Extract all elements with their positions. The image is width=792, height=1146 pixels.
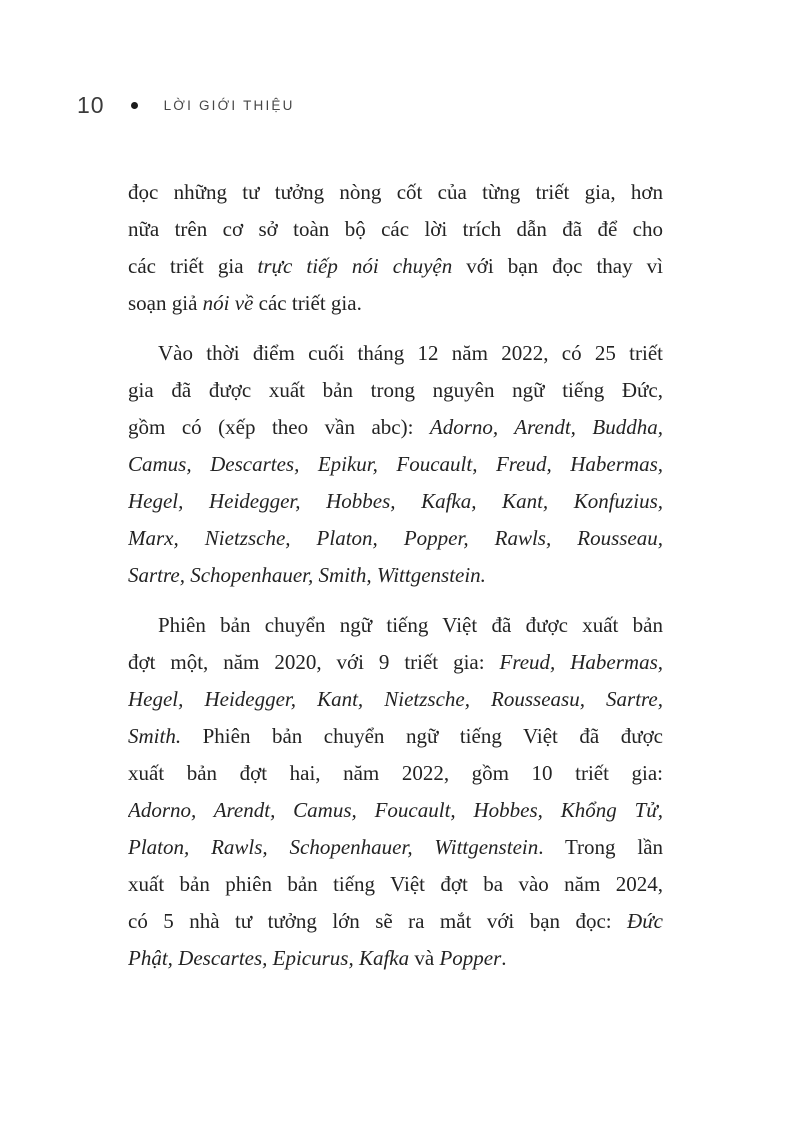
text-segment: Phiên bản chuyển ngữ tiếng Việt đã được xuất bản [158, 613, 663, 637]
italic-text-segment: Adorno, Arendt, Buddha, [429, 415, 663, 439]
text-line [128, 174, 663, 211]
text-segment: Vào thời điểm cuối tháng 12 năm 2022, có 25 triết [158, 341, 663, 365]
paragraph [128, 174, 663, 322]
italic-text-segment: Marx, Nietzsche, Platon, Popper, Rawls, Rousseau, [128, 526, 663, 550]
text-segment: xuất bản phiên bản tiếng Việt đợt ba vào năm 2024, [128, 872, 663, 896]
text-line [128, 409, 663, 446]
text-segment: soạn giả [128, 291, 203, 315]
text-segment: các triết gia. [253, 291, 362, 315]
text-segment: Phiên bản chuyển ngữ tiếng Việt đã được [181, 724, 663, 748]
italic-text-segment: Hegel, Heidegger, Kant, Nietzsche, Rousseasu, Sartre, [128, 687, 663, 711]
text-line [128, 446, 663, 483]
italic-text-segment: trực tiếp nói chuyện [257, 254, 453, 278]
italic-text-segment: Phật, Descartes, Epicurus, Kafka [128, 946, 410, 970]
text-line [128, 520, 663, 557]
body-text [128, 174, 663, 990]
text-line [128, 718, 663, 755]
italic-text-segment: Hegel, Heidegger, Hobbes, Kafka, Kant, Konfuzius, [128, 489, 663, 513]
text-segment: và [409, 946, 440, 970]
text-segment: các triết gia [128, 254, 258, 278]
text-segment: . [501, 946, 507, 970]
text-segment: có 5 nhà tư tưởng lớn sẽ ra mắt với bạn đọc: [128, 909, 628, 933]
text-segment: gia đã được xuất bản trong nguyên ngữ tiếng Đức, [128, 378, 663, 402]
text-line [128, 829, 663, 866]
text-line [128, 557, 663, 594]
text-line [128, 681, 663, 718]
text-line [128, 372, 663, 409]
page-header [77, 94, 295, 117]
italic-text-segment: Popper [439, 946, 502, 970]
italic-text-segment: Adorno, Arendt, Camus, Foucault, Hobbes, Khổng Tử, [128, 798, 663, 822]
text-line [128, 483, 663, 520]
text-segment: gồm có (xếp theo vần abc): [128, 415, 430, 439]
text-line [128, 866, 663, 903]
text-line [128, 248, 663, 285]
italic-text-segment: Camus, Descartes, Epikur, Foucault, Freud, Habermas, [128, 452, 663, 476]
text-line [128, 644, 663, 681]
italic-text-segment: Đức [627, 909, 663, 933]
italic-text-segment: Freud, Habermas, [499, 650, 663, 674]
paragraph [128, 607, 663, 977]
text-line [128, 211, 663, 248]
text-segment: với bạn đọc thay vì [452, 254, 663, 278]
text-line [128, 903, 663, 940]
text-line [128, 335, 663, 372]
italic-text-segment: Sartre, Schopenhauer, Smith, Wittgenstein. [128, 563, 486, 587]
text-segment: nữa trên cơ sở toàn bộ các lời trích dẫn đã để cho [128, 217, 663, 241]
text-line [128, 940, 663, 977]
page-number: 10 [77, 92, 105, 118]
italic-text-segment: Smith. [128, 724, 182, 748]
text-segment: . Trong lần [538, 835, 663, 859]
paragraph [128, 335, 663, 594]
text-segment: xuất bản đợt hai, năm 2022, gồm 10 triết gia: [128, 761, 663, 785]
text-segment: đợt một, năm 2020, với 9 triết gia: [128, 650, 500, 674]
text-segment: đọc những tư tưởng nòng cốt của từng triết gia, hơn [128, 180, 663, 204]
text-line [128, 285, 663, 322]
text-line [128, 755, 663, 792]
text-line [128, 607, 663, 644]
bullet-separator-icon [131, 102, 138, 109]
text-line [128, 792, 663, 829]
running-title: LỜI GIỚI THIỆU [163, 97, 295, 113]
italic-text-segment: nói về [202, 291, 254, 315]
italic-text-segment: Platon, Rawls, Schopenhauer, Wittgenstein [128, 835, 539, 859]
